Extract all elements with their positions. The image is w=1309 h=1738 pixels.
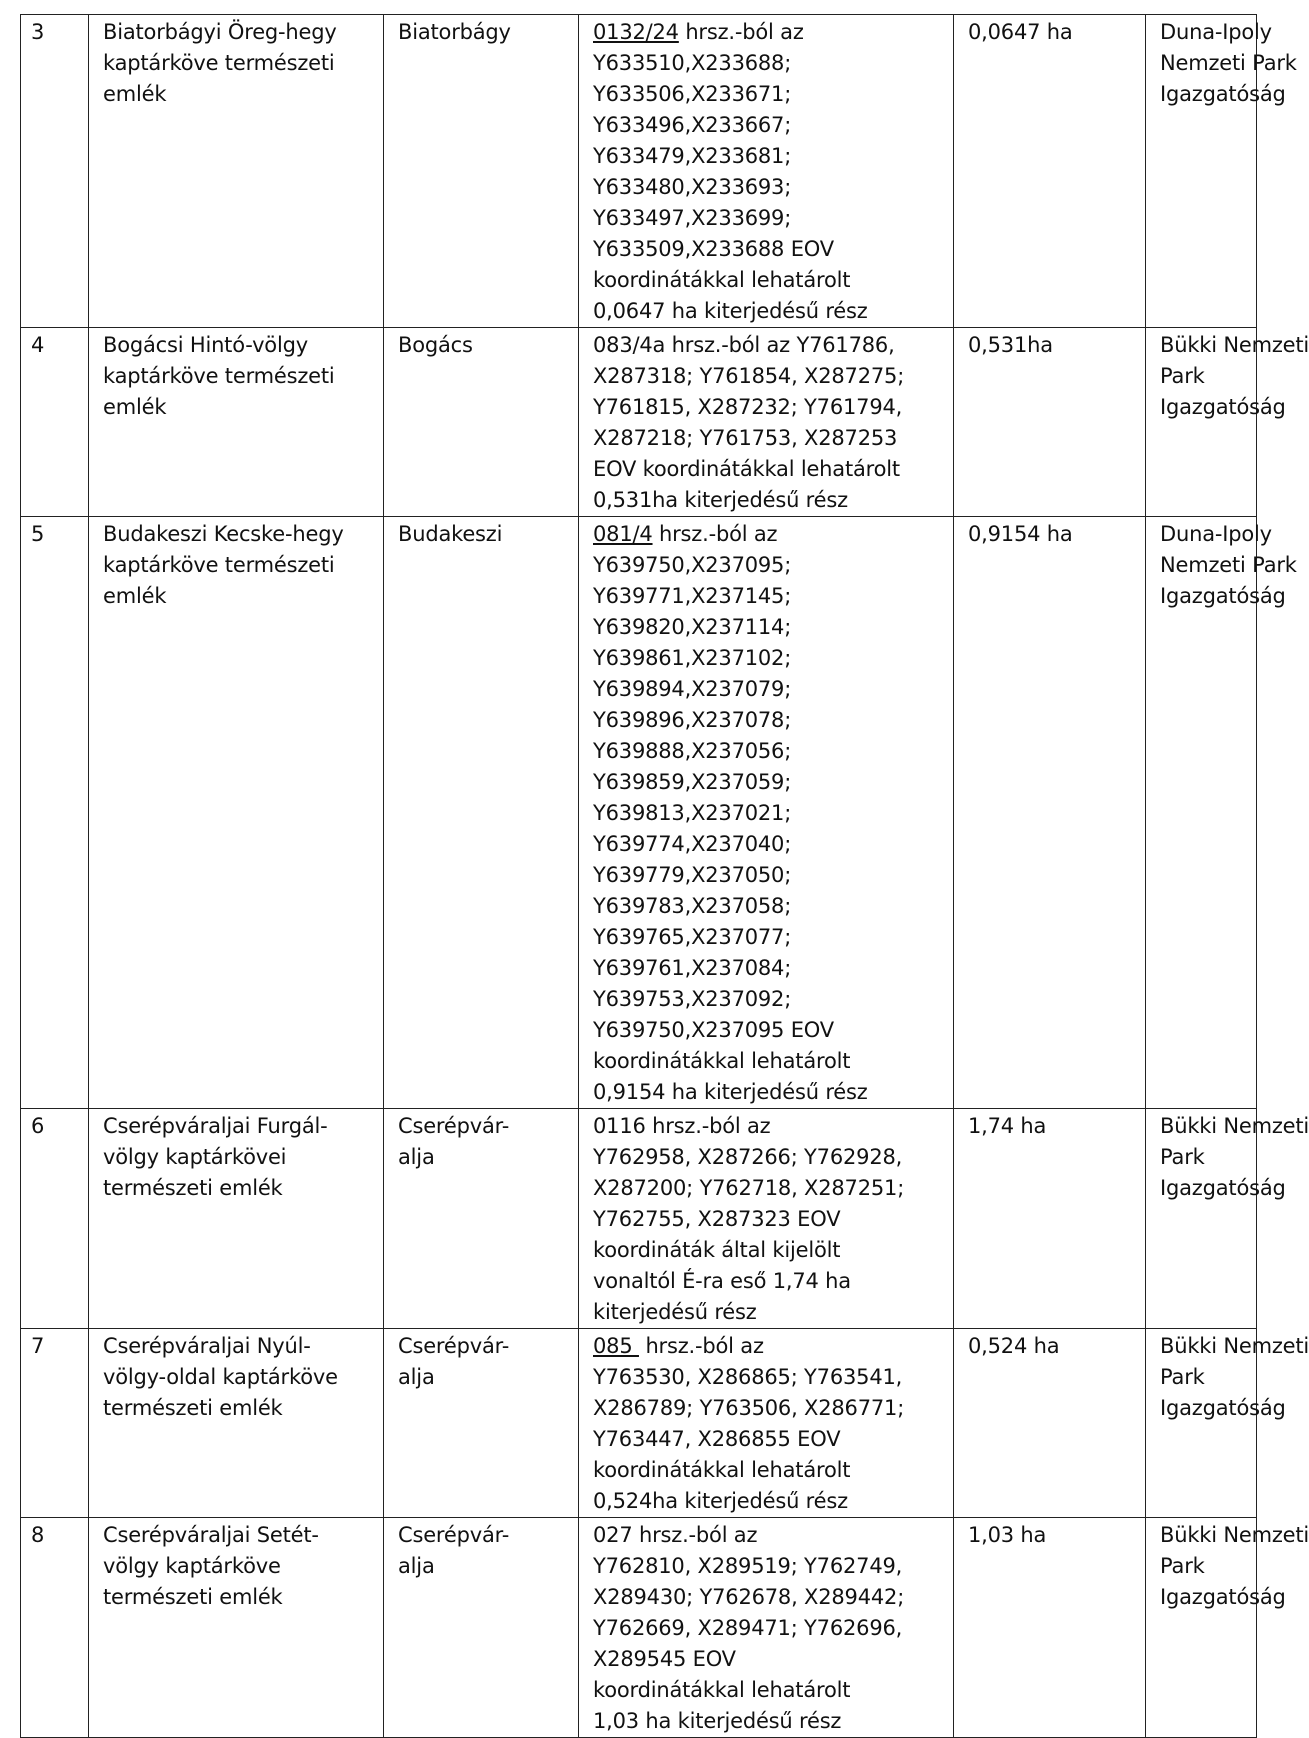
managing-authority-line: Igazgatóság xyxy=(1160,82,1286,106)
municipality xyxy=(384,1518,579,1738)
parcel-description-line: Y633506,X233671; xyxy=(593,82,792,106)
managing-authority xyxy=(1146,1109,1309,1329)
area-text: 0,524 ha xyxy=(968,1334,1060,1358)
parcel-description-rest: hrsz.-ból az xyxy=(638,1334,764,1358)
managing-authority-line: Park xyxy=(1160,1145,1205,1169)
row-number xyxy=(21,1109,89,1329)
municipality-line: Cserépvár- xyxy=(398,1334,510,1358)
municipality xyxy=(384,517,579,1109)
parcel-description-line: Y762755, X287323 EOV xyxy=(593,1207,841,1231)
parcel-description-line: 027 hrsz.-ból az xyxy=(593,1523,758,1547)
parcel-number: 085 xyxy=(593,1334,639,1358)
monument-name-line: emlék xyxy=(103,82,167,106)
area-text: 1,74 ha xyxy=(968,1114,1047,1138)
managing-authority-line: Nemzeti Park xyxy=(1160,553,1297,577)
table-row xyxy=(21,1109,1257,1329)
managing-authority-line: Bükki Nemzeti xyxy=(1160,1334,1309,1358)
parcel-description xyxy=(579,1329,954,1518)
row-number-text: 5 xyxy=(31,522,45,546)
parcel-description-line: 0,524ha kiterjedésű rész xyxy=(593,1489,848,1513)
managing-authority xyxy=(1146,1518,1309,1738)
parcel-description-line: 083/4a hrsz.-ból az Y761786, xyxy=(593,333,895,357)
managing-authority-line: Igazgatóság xyxy=(1160,1396,1286,1420)
monument-name xyxy=(89,15,384,328)
row-number xyxy=(21,1329,89,1518)
monument-name xyxy=(89,517,384,1109)
parcel-description-line: Y639771,X237145; xyxy=(593,584,792,608)
parcel-description-line: Y639861,X237102; xyxy=(593,646,792,670)
monument-name-line: Cserépváraljai Nyúl- xyxy=(103,1334,311,1358)
managing-authority-line: Igazgatóság xyxy=(1160,395,1286,419)
parcel-description-line: Y762810, X289519; Y762749, xyxy=(593,1554,903,1578)
area-text: 0,0647 ha xyxy=(968,20,1073,44)
managing-authority-line: Bükki Nemzeti xyxy=(1160,333,1309,357)
table-row xyxy=(21,1518,1257,1738)
municipality-line: alja xyxy=(398,1145,435,1169)
parcel-description-line: 0,0647 ha kiterjedésű rész xyxy=(593,299,868,323)
parcel-description-line: Y761815, X287232; Y761794, xyxy=(593,395,903,419)
parcel-description-line: EOV koordinátákkal lehatárolt xyxy=(593,457,900,481)
monument-name-line: természeti emlék xyxy=(103,1396,283,1420)
municipality-line: Budakeszi xyxy=(398,522,503,546)
parcel-description-line: 1,03 ha kiterjedésű rész xyxy=(593,1709,842,1733)
monument-name-line: emlék xyxy=(103,584,167,608)
parcel-description-line: Y639896,X237078; xyxy=(593,708,792,732)
managing-authority-line: Igazgatóság xyxy=(1160,1176,1286,1200)
parcel-description-rest: hrsz.-ból az xyxy=(678,20,804,44)
row-number-text: 4 xyxy=(31,333,45,357)
parcel-description-line: Y633509,X233688 EOV xyxy=(593,237,834,261)
managing-authority-line: Bükki Nemzeti xyxy=(1160,1114,1309,1138)
monument-name-line: Budakeszi Kecske-hegy xyxy=(103,522,344,546)
area xyxy=(954,328,1146,517)
municipality-line: alja xyxy=(398,1365,435,1389)
parcel-description-line xyxy=(593,17,941,48)
monument-name-line: Bogácsi Hintó-völgy xyxy=(103,333,308,357)
area xyxy=(954,1329,1146,1518)
parcel-description-line: Y762669, X289471; Y762696, xyxy=(593,1616,903,1640)
monument-name-line: Cserépváraljai Furgál- xyxy=(103,1114,328,1138)
parcel-description-line: Y633480,X233693; xyxy=(593,175,792,199)
area xyxy=(954,517,1146,1109)
parcel-description-line: Y639774,X237040; xyxy=(593,832,792,856)
table-row xyxy=(21,517,1257,1109)
parcel-description xyxy=(579,1109,954,1329)
parcel-description-line: Y633496,X233667; xyxy=(593,113,792,137)
parcel-description xyxy=(579,328,954,517)
parcel-description-line: koordinátákkal lehatárolt xyxy=(593,1678,851,1702)
table-row xyxy=(21,15,1257,328)
row-number xyxy=(21,1518,89,1738)
parcel-description xyxy=(579,517,954,1109)
parcel-description-line: X286789; Y763506, X286771; xyxy=(593,1396,905,1420)
area xyxy=(954,1518,1146,1738)
monument-name-line: természeti emlék xyxy=(103,1585,283,1609)
monument-name-line: Biatorbágyi Öreg-hegy xyxy=(103,20,337,44)
parcel-description-line: Y639820,X237114; xyxy=(593,615,792,639)
parcel-description-line: Y639888,X237056; xyxy=(593,739,792,763)
monument-name-line: völgy kaptárkövei xyxy=(103,1145,287,1169)
parcel-description-line: koordinátákkal lehatárolt xyxy=(593,1458,851,1482)
parcel-description-line: Y763447, X286855 EOV xyxy=(593,1427,841,1451)
monument-name-line: völgy-oldal kaptárköve xyxy=(103,1365,338,1389)
municipality xyxy=(384,1109,579,1329)
monument-name-line: Cserépváraljai Setét- xyxy=(103,1523,319,1547)
managing-authority-line: Park xyxy=(1160,1554,1205,1578)
managing-authority xyxy=(1146,1329,1309,1518)
municipality-line: Bogács xyxy=(398,333,473,357)
managing-authority-line: Park xyxy=(1160,1365,1205,1389)
municipality-line: Biatorbágy xyxy=(398,20,511,44)
parcel-description-line: Y762958, X287266; Y762928, xyxy=(593,1145,903,1169)
municipality xyxy=(384,1329,579,1518)
area-text: 0,531ha xyxy=(968,333,1053,357)
row-number-text: 3 xyxy=(31,20,45,44)
area-text: 0,9154 ha xyxy=(968,522,1073,546)
municipality xyxy=(384,15,579,328)
monument-name-line: emlék xyxy=(103,395,167,419)
parcel-description-line: Y639753,X237092; xyxy=(593,987,792,1011)
parcel-description-line: Y639761,X237084; xyxy=(593,956,792,980)
parcel-description-line: 0,531ha kiterjedésű rész xyxy=(593,488,848,512)
natural-monuments-table xyxy=(20,14,1309,1738)
monument-name xyxy=(89,1518,384,1738)
row-number-text: 8 xyxy=(31,1523,45,1547)
parcel-description-line: 0116 hrsz.-ból az xyxy=(593,1114,771,1138)
table-row xyxy=(21,1329,1257,1518)
municipality-line: Cserépvár- xyxy=(398,1114,510,1138)
managing-authority xyxy=(1146,517,1297,1109)
row-number-text: 7 xyxy=(31,1334,45,1358)
parcel-description-line: Y639859,X237059; xyxy=(593,770,792,794)
parcel-description-line: Y639750,X237095 EOV xyxy=(593,1018,834,1042)
parcel-description-line: Y639894,X237079; xyxy=(593,677,792,701)
monument-name-line: kaptárköve természeti xyxy=(103,51,335,75)
row-number xyxy=(21,328,89,517)
managing-authority-line: Igazgatóság xyxy=(1160,584,1286,608)
row-number xyxy=(21,517,89,1109)
monument-name xyxy=(89,328,384,517)
managing-authority xyxy=(1146,15,1297,328)
parcel-description-line xyxy=(593,519,941,550)
managing-authority-line: Bükki Nemzeti xyxy=(1160,1523,1309,1547)
municipality-line: Cserépvár- xyxy=(398,1523,510,1547)
parcel-description-line: X287218; Y761753, X287253 xyxy=(593,426,898,450)
managing-authority-line: Park xyxy=(1160,364,1205,388)
municipality xyxy=(384,328,579,517)
row-number-text: 6 xyxy=(31,1114,45,1138)
parcel-description-line: 0,9154 ha kiterjedésű rész xyxy=(593,1080,868,1104)
parcel-description-line: Y639750,X237095; xyxy=(593,553,792,577)
parcel-description-line: Y639765,X237077; xyxy=(593,925,792,949)
parcel-number: 081/4 xyxy=(593,522,653,546)
parcel-description-line xyxy=(593,1331,941,1362)
parcel-description-line: X287200; Y762718, X287251; xyxy=(593,1176,905,1200)
area-text: 1,03 ha xyxy=(968,1523,1047,1547)
parcel-description xyxy=(579,15,954,328)
managing-authority-line: Duna-Ipoly xyxy=(1160,522,1272,546)
monument-name-line: természeti emlék xyxy=(103,1176,283,1200)
table-row xyxy=(21,328,1257,517)
monument-name-line: kaptárköve természeti xyxy=(103,364,335,388)
table-body xyxy=(21,15,1309,1738)
row-number xyxy=(21,15,89,328)
monument-name-line: völgy kaptárköve xyxy=(103,1554,281,1578)
parcel-description-line: Y633479,X233681; xyxy=(593,144,792,168)
parcel-description-line: Y639783,X237058; xyxy=(593,894,792,918)
parcel-description-line: X289545 EOV xyxy=(593,1647,736,1671)
parcel-description-line: Y639779,X237050; xyxy=(593,863,792,887)
parcel-description-rest: hrsz.-ból az xyxy=(652,522,778,546)
area xyxy=(954,15,1146,328)
monument-name xyxy=(89,1109,384,1329)
parcel-description-line: vonaltól É-ra eső 1,74 ha xyxy=(593,1269,851,1293)
parcel-description-line: Y639813,X237021; xyxy=(593,801,792,825)
municipality-line: alja xyxy=(398,1554,435,1578)
parcel-number: 0132/24 xyxy=(593,20,679,44)
area xyxy=(954,1109,1146,1329)
parcel-description-line: kiterjedésű rész xyxy=(593,1300,757,1324)
parcel-description xyxy=(579,1518,954,1738)
parcel-description-line: Y633510,X233688; xyxy=(593,51,792,75)
parcel-description-line: koordinátákkal lehatárolt xyxy=(593,268,851,292)
managing-authority-line: Duna-Ipoly xyxy=(1160,20,1272,44)
parcel-description-line: koordináták által kijelölt xyxy=(593,1238,841,1262)
parcel-description-line: Y633497,X233699; xyxy=(593,206,792,230)
parcel-description-line: Y763530, X286865; Y763541, xyxy=(593,1365,903,1389)
monument-name-line: kaptárköve természeti xyxy=(103,553,335,577)
monument-name xyxy=(89,1329,384,1518)
managing-authority-line: Nemzeti Park xyxy=(1160,51,1297,75)
parcel-description-line: X287318; Y761854, X287275; xyxy=(593,364,905,388)
parcel-description-line: koordinátákkal lehatárolt xyxy=(593,1049,851,1073)
managing-authority xyxy=(1146,328,1309,517)
managing-authority-line: Igazgatóság xyxy=(1160,1585,1286,1609)
parcel-description-line: X289430; Y762678, X289442; xyxy=(593,1585,905,1609)
